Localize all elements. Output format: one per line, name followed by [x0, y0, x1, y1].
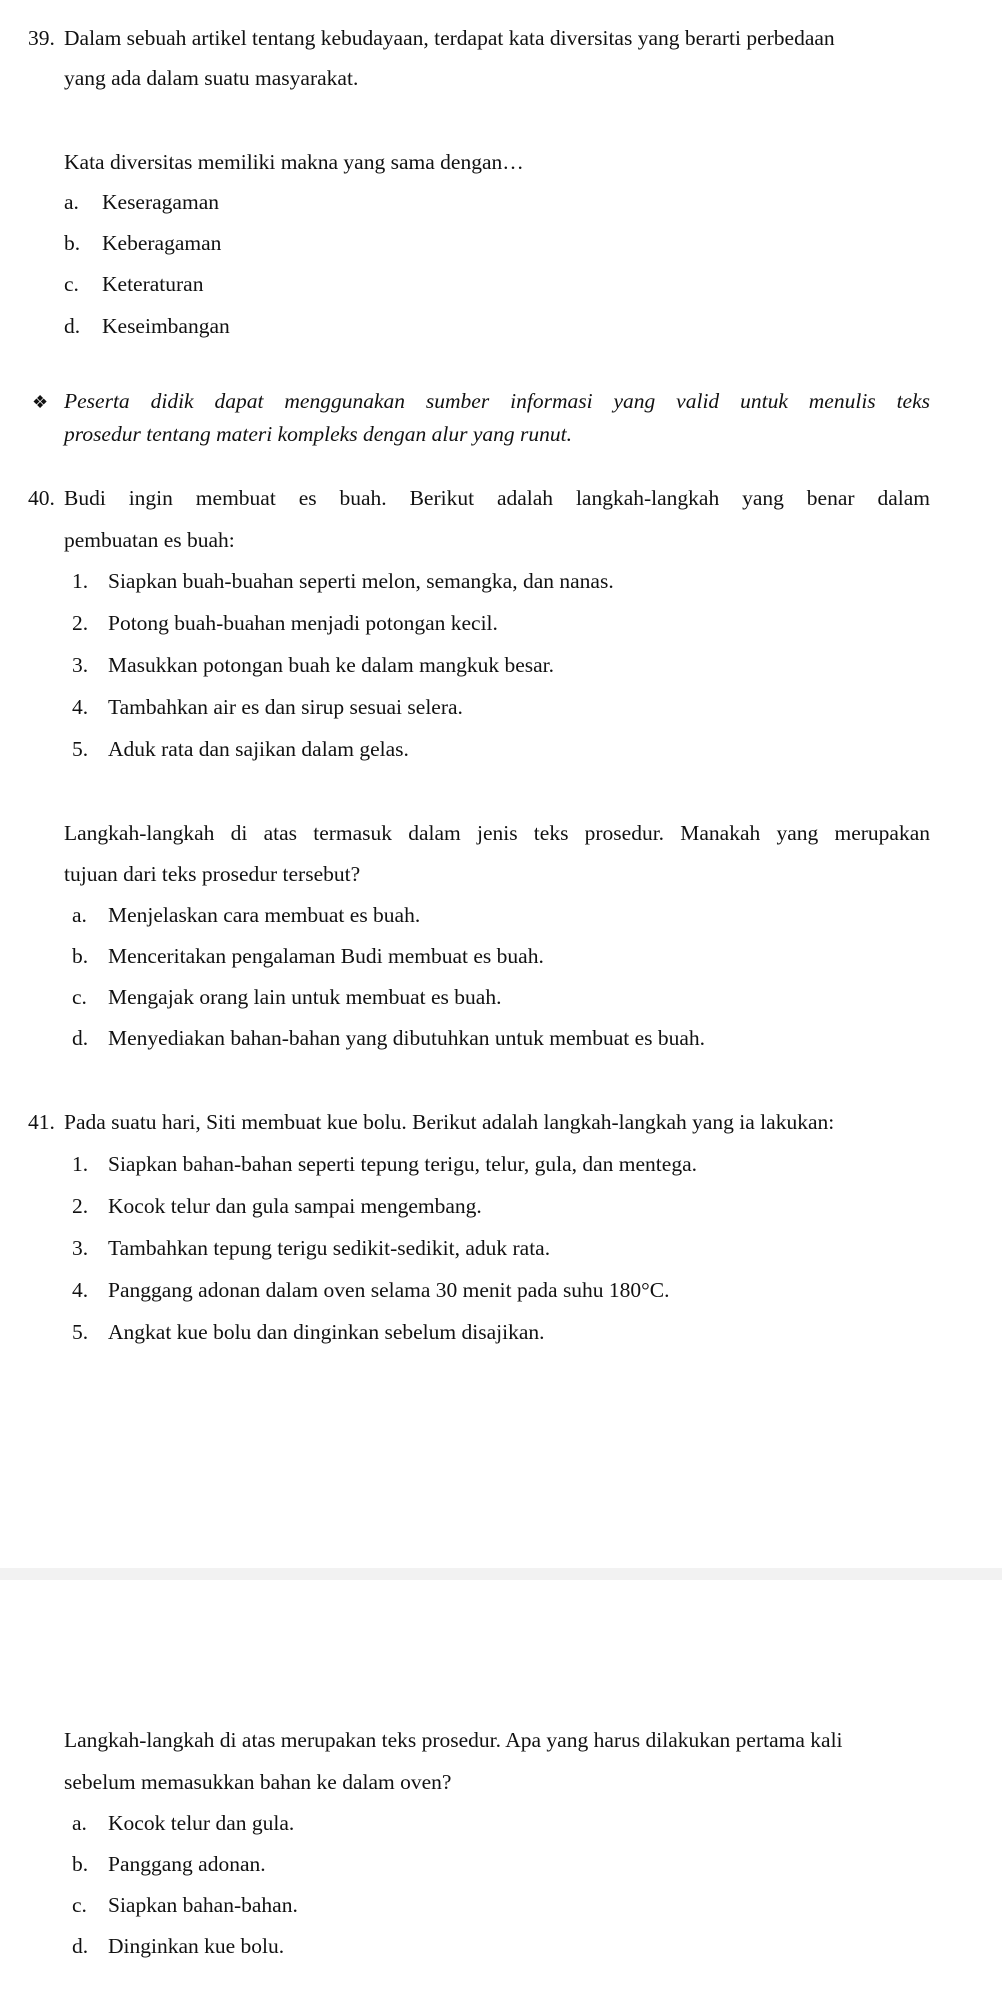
step-number: 3. [72, 653, 89, 677]
question-text-line: Langkah-langkah di atas merupakan teks prosedur. Apa yang harus dilakukan pertama kali [64, 1728, 843, 1752]
step-text: Siapkan bahan-bahan seperti tepung terigu, telur, gula, dan mentega. [108, 1152, 697, 1176]
option-letter: c. [64, 272, 79, 296]
step-text: Siapkan buah-buahan seperti melon, semangka, dan nanas. [108, 569, 614, 593]
option-text: Kocok telur dan gula. [108, 1811, 295, 1835]
question-text-line: Budi ingin membuat es buah. Berikut adalah langkah-langkah yang benar dalam [64, 486, 930, 510]
indicator-text-line: prosedur tentang materi kompleks dengan alur yang runut. [64, 422, 572, 446]
step-number: 3. [72, 1236, 89, 1260]
option-text: Siapkan bahan-bahan. [108, 1893, 298, 1917]
question-prompt: Kata diversitas memiliki makna yang sama dengan… [64, 150, 524, 174]
step-number: 5. [72, 1320, 89, 1344]
step-number: 4. [72, 1278, 89, 1302]
option-letter: b. [72, 944, 89, 968]
step-text: Panggang adonan dalam oven selama 30 menit pada suhu 180°C. [108, 1278, 670, 1302]
step-number: 2. [72, 1194, 89, 1218]
question-number: 40. [28, 486, 55, 510]
document-page-2 [0, 1580, 1002, 2015]
step-number: 4. [72, 695, 89, 719]
question-text-line: pembuatan es buah: [64, 528, 235, 552]
option-text: Menjelaskan cara membuat es buah. [108, 903, 421, 927]
option-letter: a. [72, 1811, 87, 1835]
option-letter: a. [64, 190, 79, 214]
question-text-line: Dalam sebuah artikel tentang kebudayaan, terdapat kata diversitas yang berarti perbedaan [64, 26, 835, 50]
option-text: Mengajak orang lain untuk membuat es buah. [108, 985, 502, 1009]
step-number: 2. [72, 611, 89, 635]
question-text-line: tujuan dari teks prosedur tersebut? [64, 862, 361, 886]
option-letter: d. [72, 1934, 89, 1958]
indicator-text-line: Peserta didik dapat menggunakan sumber informasi yang valid untuk menulis teks [64, 389, 930, 413]
option-letter: c. [72, 985, 87, 1009]
question-text-line: yang ada dalam suatu masyarakat. [64, 66, 359, 90]
option-letter: a. [72, 903, 87, 927]
option-text: Keseragaman [102, 190, 219, 214]
option-letter: b. [72, 1852, 89, 1876]
page-break [0, 1568, 1002, 1580]
question-text-line: Langkah-langkah di atas termasuk dalam jenis teks prosedur. Manakah yang merupakan [64, 821, 930, 845]
option-letter: c. [72, 1893, 87, 1917]
step-text: Masukkan potongan buah ke dalam mangkuk besar. [108, 653, 555, 677]
step-text: Aduk rata dan sajikan dalam gelas. [108, 737, 409, 761]
step-text: Potong buah-buahan menjadi potongan kecil. [108, 611, 498, 635]
option-text: Menyediakan bahan-bahan yang dibutuhkan untuk membuat es buah. [108, 1026, 706, 1050]
option-text: Keseimbangan [102, 314, 230, 338]
question-number: 41. [28, 1110, 55, 1134]
option-letter: b. [64, 231, 81, 255]
question-text-line: sebelum memasukkan bahan ke dalam oven? [64, 1770, 452, 1794]
option-text: Menceritakan pengalaman Budi membuat es buah. [108, 944, 544, 968]
question-number: 39. [28, 26, 55, 50]
option-text: Keberagaman [102, 231, 222, 255]
step-number: 5. [72, 737, 89, 761]
option-text: Panggang adonan. [108, 1852, 266, 1876]
step-text: Angkat kue bolu dan dinginkan sebelum disajikan. [108, 1320, 545, 1344]
question-text-line: Pada suatu hari, Siti membuat kue bolu. Berikut adalah langkah-langkah yang ia lakukan: [64, 1110, 835, 1134]
step-number: 1. [72, 569, 89, 593]
step-number: 1. [72, 1152, 89, 1176]
step-text: Tambahkan tepung terigu sedikit-sedikit, aduk rata. [108, 1236, 551, 1260]
option-letter: d. [64, 314, 81, 338]
option-text: Dinginkan kue bolu. [108, 1934, 285, 1958]
option-text: Keteraturan [102, 272, 204, 296]
diamond-bullet-icon: ❖ [32, 392, 49, 412]
step-text: Tambahkan air es dan sirup sesuai selera. [108, 695, 463, 719]
option-letter: d. [72, 1026, 89, 1050]
step-text: Kocok telur dan gula sampai mengembang. [108, 1194, 482, 1218]
